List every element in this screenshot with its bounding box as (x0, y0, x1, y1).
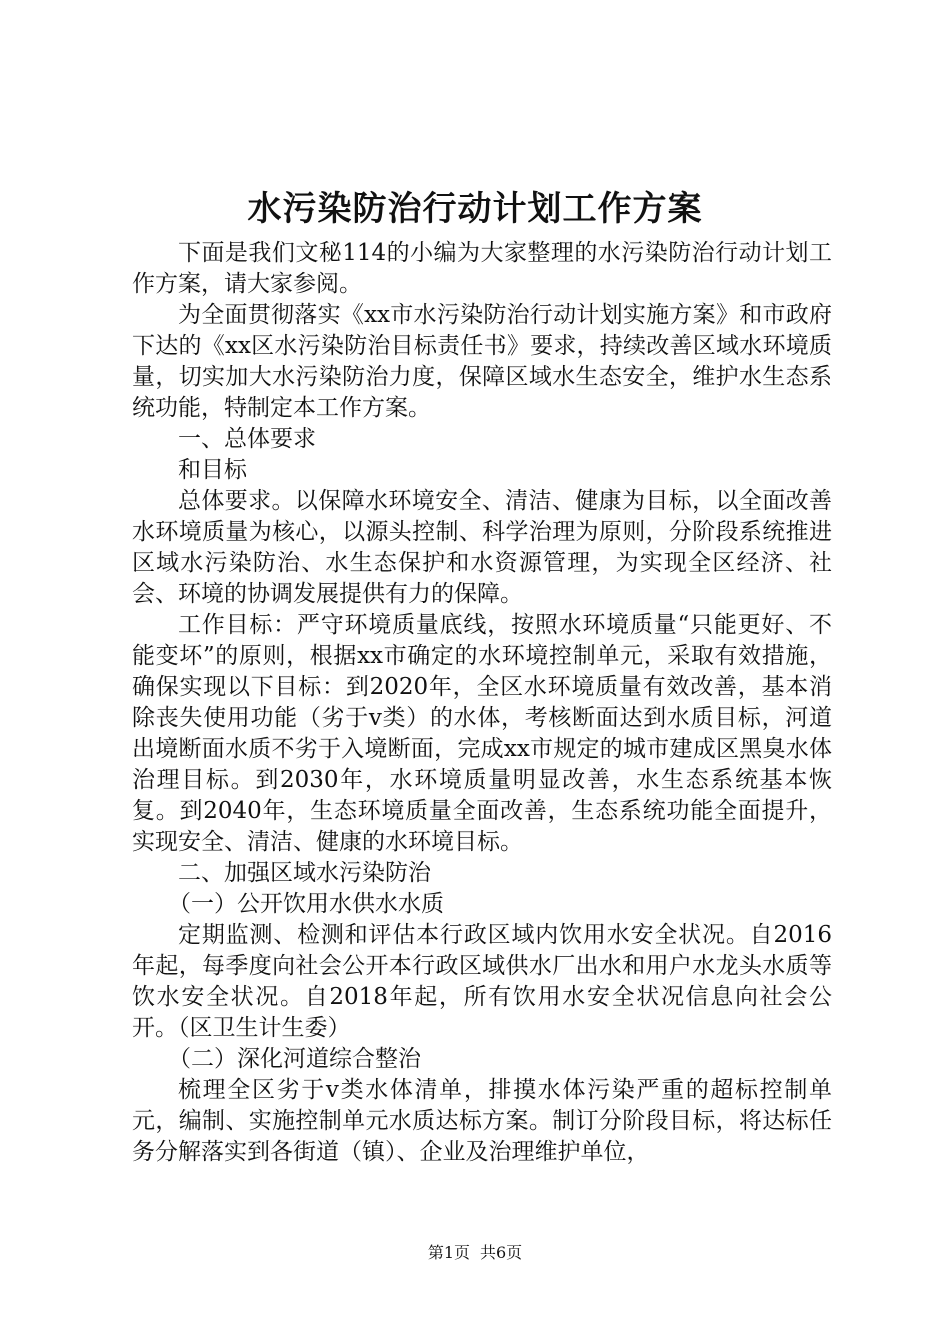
paragraph-intro: 下面是我们文秘114的小编为大家整理的水污染防治行动计划工作方案，请大家参阅。 (132, 240, 832, 297)
document-title: 水污染防治行动计划工作方案 (247, 189, 703, 229)
section-heading-1: 一、总体要求 (178, 426, 316, 452)
page-footer (0, 1242, 950, 1264)
paragraph-purpose: 为全面贯彻落实《xx市水污染防治行动计划实施方案》和市政府下达的《xx区水污染防治目标责任书》要求，持续改善区域水环境质量，切实加大水污染防治力度，保障区域水生态安全，维护水生态系统功能，特制定本工作方案。 (132, 302, 832, 421)
section-heading-1-cont: 和目标 (178, 457, 247, 483)
document-body (132, 238, 832, 1168)
subsection-heading-2: （二）深化河道综合整治 (168, 1046, 421, 1072)
paragraph-drinking-water: 定期监测、检测和评估本行政区域内饮用水安全状况。自2016年起，每季度向社会公开本行政区域供水厂出水和用户水龙头水质等饮水安全状况。自2018年起，所有饮用水安全状况信息向社会公开。（区卫生计生委） (132, 922, 832, 1041)
paragraph-general-requirements: 总体要求。以保障水环境安全、清洁、健康为目标，以全面改善水环境质量为核心，以源头控制、科学治理为原则，分阶段系统推进区域水污染防治、水生态保护和水资源管理，为实现全区经济、社会、环境的协调发展提供有力的保障。 (132, 488, 832, 607)
paragraph-work-goals: 工作目标：严守环境质量底线，按照水环境质量“只能更好、不能变坏”的原则，根据xx市确定的水环境控制单元，采取有效措施，确保实现以下目标：到2020年，全区水环境质量有效改善，基本消除丧失使用功能（劣于v类）的水体，考核断面达到水质目标，河道出境断面水质不劣于入境断面，完成xx市规定的城市建成区黑臭水体治理目标。到2030年，水环境质量明显改善，水生态系统基本恢复。到2040年，生态环境质量全面改善，生态系统功能全面提升，实现安全、清洁、健康的水环境目标。 (132, 612, 832, 855)
subsection-heading-1: （一）公开饮用水供水水质 (168, 891, 444, 917)
section-heading-2: 二、加强区域水污染防治 (178, 860, 431, 886)
paragraph-river-management: 梳理全区劣于v类水体清单，排摸水体污染严重的超标控制单元，编制、实施控制单元水质达标方案。制订分阶段目标，将达标任务分解落实到各街道（镇）、企业及治理维护单位， (132, 1077, 832, 1165)
page-total: 共6页 (480, 1243, 523, 1262)
page-number: 第1页 (427, 1243, 470, 1262)
